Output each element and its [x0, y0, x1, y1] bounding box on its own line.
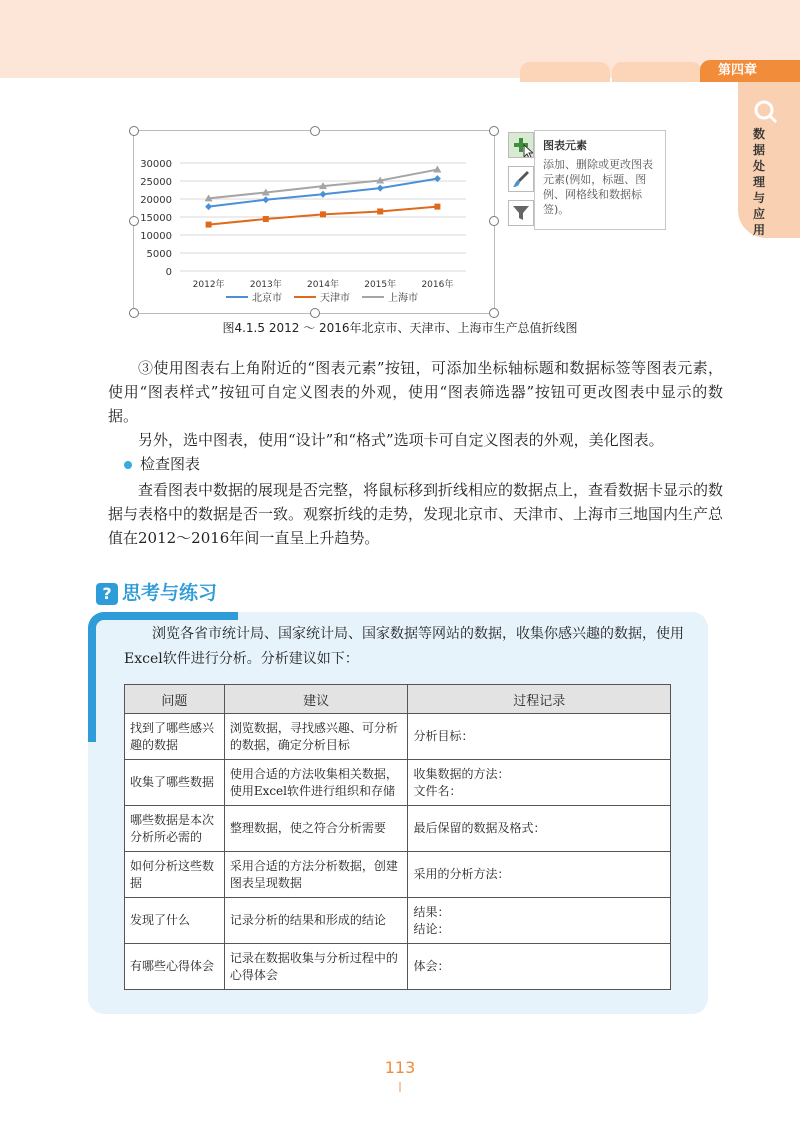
- y-tick-label: 30000: [140, 159, 172, 170]
- legend-label: 北京市: [252, 293, 282, 304]
- table-row: [125, 806, 671, 852]
- data-point: [206, 222, 212, 228]
- chapter-label: 第四章: [700, 60, 800, 82]
- table-cell-record: 采用的分析方法：: [408, 852, 671, 898]
- x-tick-label: 2013年: [249, 280, 282, 290]
- data-point: [377, 208, 383, 214]
- table-cell-question: 找到了哪些感兴趣的数据: [125, 714, 225, 760]
- table-header-row: [125, 685, 671, 714]
- x-tick-label: 2014年: [307, 280, 339, 290]
- figure-caption: 图4.1.5 2012 ～ 2016年北京市、天津市、上海市生产总值折线图: [222, 321, 578, 335]
- table-cell-suggestion: 采用合适的方法分析数据，创建图表呈现数据: [224, 852, 408, 898]
- resize-handle[interactable]: [489, 308, 499, 318]
- table-cell-record: 分析目标：: [408, 714, 671, 760]
- table-cell-question: 有哪些心得体会: [125, 944, 225, 990]
- brush-icon: [509, 167, 533, 191]
- chart-styles-button[interactable]: [508, 166, 534, 192]
- data-point: [205, 203, 212, 210]
- legend-label: 上海市: [388, 293, 418, 304]
- table-cell-question: 发现了什么: [125, 898, 225, 944]
- data-point: [320, 211, 326, 217]
- table-row: [125, 714, 671, 760]
- bullet-dot-icon: [124, 461, 132, 469]
- header-tab-decor: [520, 62, 610, 82]
- plus-icon: [509, 133, 533, 157]
- table-cell-record: 最后保留的数据及格式：: [408, 806, 671, 852]
- resize-handle[interactable]: [129, 308, 139, 318]
- resize-handle[interactable]: [489, 216, 499, 226]
- page-number-tick: [399, 1082, 401, 1092]
- chart-filters-button[interactable]: [508, 200, 534, 226]
- chart-elements-button[interactable]: [508, 132, 534, 158]
- table-header-cell: 建议: [224, 685, 408, 714]
- table-row: [125, 944, 671, 990]
- table-cell-record: 体会：: [408, 944, 671, 990]
- resize-handle[interactable]: [489, 126, 499, 136]
- data-point: [434, 204, 440, 210]
- y-tick-label: 10000: [140, 231, 172, 242]
- table-cell-record: 结果： 结论：: [408, 898, 671, 944]
- tooltip-body: 添加、删除或更改图表元素(例如，标题、图例、网格线和数据标签)。: [543, 158, 653, 216]
- paragraph-design-format: 另外，选中图表，使用“设计”和“格式”选项卡可自定义图表的外观，美化图表。: [138, 431, 664, 449]
- table-cell-suggestion: 记录分析的结果和形成的结论: [224, 898, 408, 944]
- y-tick-label: 15000: [140, 213, 172, 224]
- data-point: [433, 166, 441, 173]
- table-row: [125, 760, 671, 806]
- table-header-cell: 问题: [125, 685, 225, 714]
- table-row: [125, 898, 671, 944]
- page-number: 113: [384, 1058, 416, 1077]
- y-tick-label: 20000: [140, 195, 172, 206]
- table-cell-record: 收集数据的方法： 文件名：: [408, 760, 671, 806]
- analysis-plan-table: [124, 684, 671, 990]
- search-icon: [752, 98, 778, 124]
- table-cell-suggestion: 记录在数据收集与分析过程中的心得体会: [224, 944, 408, 990]
- resize-handle[interactable]: [310, 126, 320, 136]
- resize-handle[interactable]: [310, 308, 320, 318]
- table-cell-question: 如何分析这些数据: [125, 852, 225, 898]
- legend-label: 天津市: [320, 293, 350, 304]
- table-cell-question: 哪些数据是本次分析所必需的: [125, 806, 225, 852]
- question-icon: ?: [96, 583, 118, 605]
- x-tick-label: 2016年: [421, 280, 454, 290]
- section-title-text: 思考与练习: [122, 582, 218, 604]
- table-header-cell: 过程记录: [408, 685, 671, 714]
- table-cell-question: 收集了哪些数据: [125, 760, 225, 806]
- table-cell-suggestion: 浏览数据，寻找感兴趣、可分析的数据，确定分析目标: [224, 714, 408, 760]
- data-point: [263, 216, 269, 222]
- x-tick-label: 2012年: [192, 280, 225, 290]
- paragraph-chart-elements: ③使用图表右上角附近的“图表元素”按钮，可添加坐标轴标题和数据标签等图表元素，使用“图表样式”按钮可自定义图表的外观，使用“图表筛选器”按钮可更改图表中显示的数据。: [108, 359, 723, 425]
- bullet-text: 检查图表: [140, 455, 201, 473]
- bullet-item: [124, 452, 200, 476]
- resize-handle[interactable]: [129, 126, 139, 136]
- y-tick-label: 5000: [146, 249, 172, 260]
- header-tab-decor: [612, 62, 702, 82]
- y-tick-label: 0: [165, 267, 172, 278]
- section-title: [96, 578, 217, 604]
- x-tick-label: 2015年: [364, 280, 397, 290]
- line-chart: [134, 131, 494, 313]
- chart-elements-tooltip: [534, 130, 666, 230]
- table-row: [125, 852, 671, 898]
- filter-icon: [509, 201, 533, 225]
- y-tick-label: 25000: [140, 177, 172, 188]
- side-title: 数据处理与应用: [752, 127, 765, 237]
- data-point: [262, 196, 269, 203]
- tooltip-title: 图表元素: [543, 139, 587, 152]
- exercise-intro: 浏览各省市统计局、国家统计局、国家数据等网站的数据，收集你感兴趣的数据，使用Excel软件进行分析。分析建议如下：: [124, 626, 684, 667]
- data-point: [377, 185, 384, 192]
- data-point: [320, 191, 327, 198]
- paragraph-check-chart: 查看图表中数据的展现是否完整，将鼠标移到折线相应的数据点上，查看数据卡显示的数据与表格中的数据是否一致。观察折线的走势，发现北京市、天津市、上海市三地国内生产总值在2012～2016年间一直呈上升趋势。: [108, 481, 724, 547]
- chart-frame[interactable]: [133, 130, 495, 314]
- table-cell-suggestion: 整理数据，使之符合分析需要: [224, 806, 408, 852]
- table-cell-suggestion: 使用合适的方法收集相关数据，使用Excel软件进行组织和存储: [224, 760, 408, 806]
- resize-handle[interactable]: [129, 216, 139, 226]
